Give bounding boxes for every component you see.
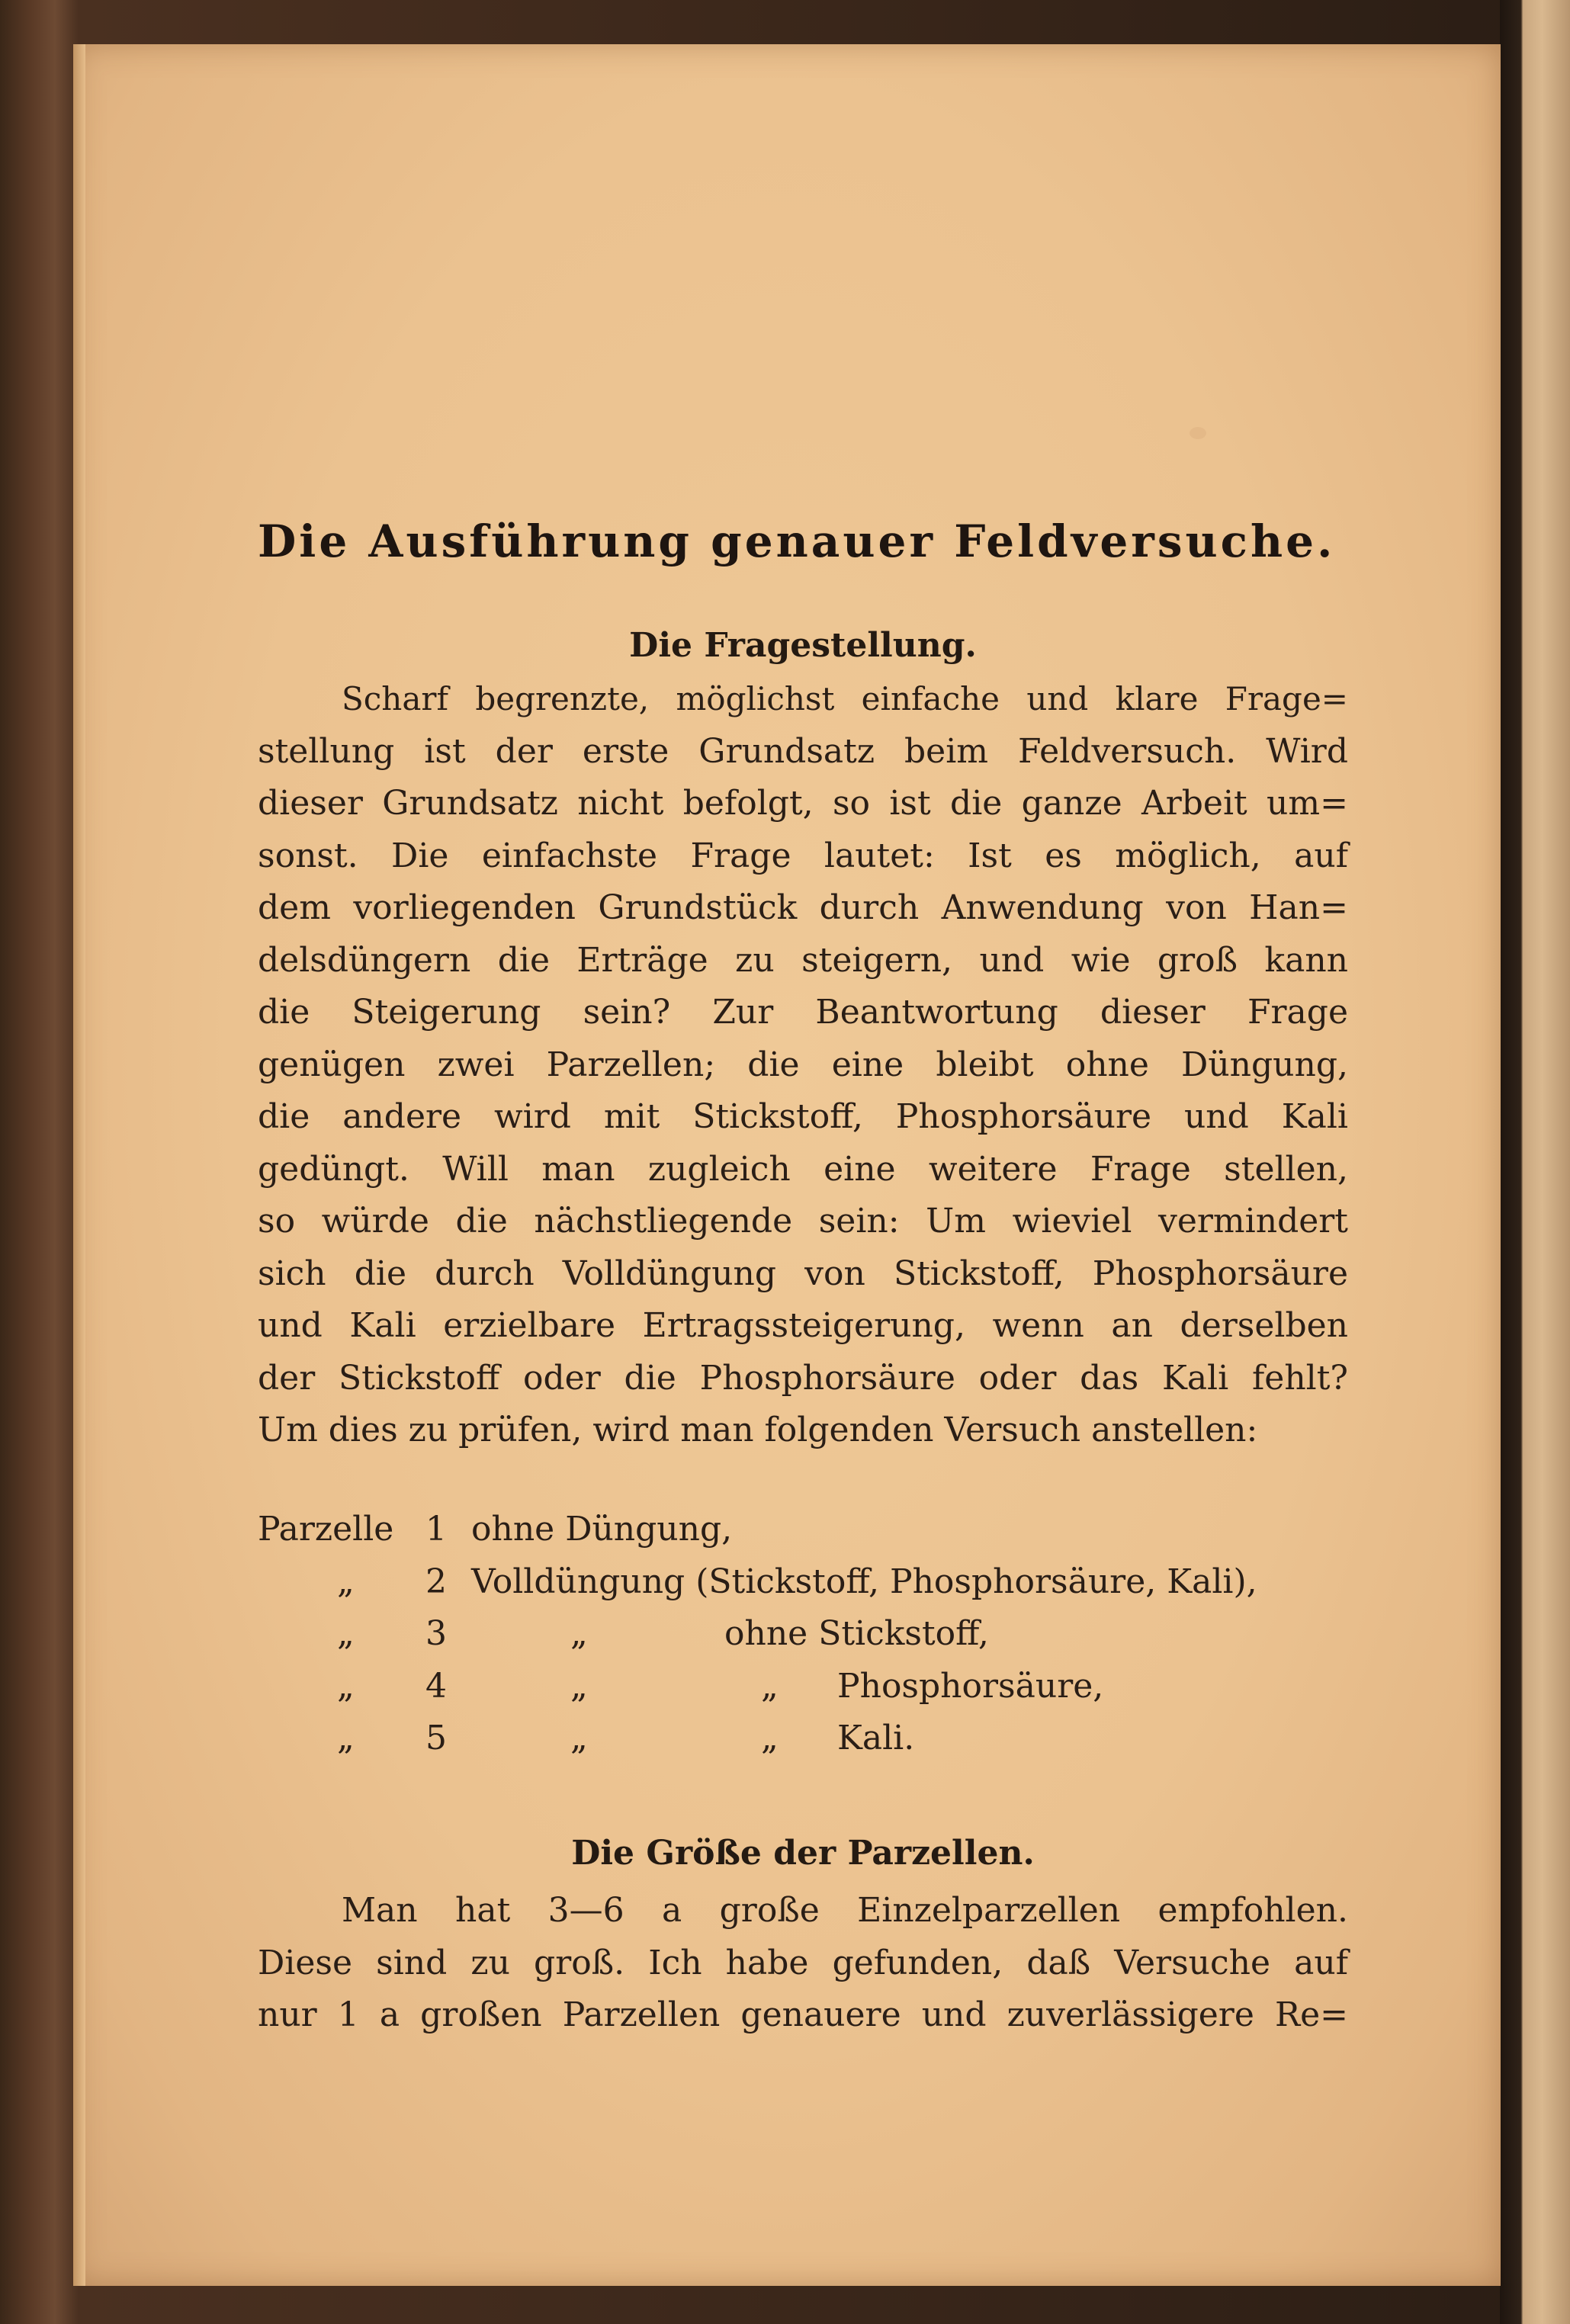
text-line: sonst. Die einfachste Frage lautet: Ist es möglich, auf <box>258 836 1348 875</box>
text-line: nur 1 a großen Parzellen genauere und zuverlässigere Re= <box>258 1995 1348 2034</box>
text-line: gedüngt. Will man zugleich eine weitere Frage stellen, <box>258 1149 1348 1189</box>
list-number: 3 <box>425 1614 447 1653</box>
text-line: dieser Grundsatz nicht befolgt, so ist die ganze Arbeit um= <box>258 784 1348 823</box>
list-item <box>258 1556 1348 1609</box>
list-label: Parzelle <box>258 1510 394 1549</box>
list-label: „ <box>337 1719 355 1757</box>
list-label: „ <box>337 1614 355 1653</box>
list-ditto: „ <box>761 1719 779 1757</box>
text-line: Man hat 3—6 a große Einzelparzellen empfohlen. <box>342 1891 1348 1930</box>
list-label: „ <box>337 1666 355 1706</box>
list-text: ohne Düngung, <box>471 1510 733 1549</box>
list-text: Kali. <box>837 1719 915 1757</box>
section-heading-parzellen: Die Größe der Parzellen. <box>571 1834 1035 1873</box>
page-title: Die Ausführung genauer Feldversuche. <box>258 515 1336 567</box>
list-item <box>258 1504 1348 1556</box>
text-line: die andere wird mit Stickstoff, Phosphorsäure und Kali <box>258 1097 1348 1136</box>
text-line: Um dies zu prüfen, wird man folgenden Versuch anstellen: <box>258 1411 1258 1449</box>
list-text: Phosphorsäure, <box>837 1666 1104 1706</box>
list-number: 1 <box>425 1510 447 1549</box>
text-line: die Steigerung sein? Zur Beantwortung dieser Frage <box>258 993 1348 1032</box>
list-ditto: „ <box>570 1719 588 1757</box>
list-number: 5 <box>425 1719 447 1757</box>
text-line: sich die durch Volldüngung von Stickstoff, Phosphorsäure <box>258 1253 1348 1293</box>
list-ditto: „ <box>761 1666 779 1706</box>
text-line: und Kali erzielbare Ertragssteigerung, wenn an derselben <box>258 1306 1348 1345</box>
text-line: Diese sind zu groß. Ich habe gefunden, daß Versuche auf <box>258 1943 1348 1982</box>
plot-list <box>258 1504 1348 1765</box>
section-heading-fragestellung: Die Fragestellung. <box>629 626 977 665</box>
list-item <box>258 1713 1348 1765</box>
text-line: der Stickstoff oder die Phosphorsäure oder das Kali fehlt? <box>258 1358 1348 1398</box>
text-line: so würde die nächstliegende sein: Um wieviel vermindert <box>258 1202 1348 1241</box>
facing-page-edge <box>1500 0 1570 2324</box>
list-number: 4 <box>425 1666 447 1706</box>
page-gutter <box>73 44 85 2286</box>
text-line: stellung ist der erste Grundsatz beim Feldversuch. Wird <box>258 731 1348 771</box>
paper-spot <box>1190 427 1206 439</box>
list-ditto: „ <box>570 1614 588 1653</box>
paragraph-fragestellung <box>258 673 1348 1457</box>
text-line: Scharf begrenzte, möglichst einfache und klare Frage= <box>342 680 1348 717</box>
list-number: 2 <box>425 1562 447 1601</box>
paragraph-parzellen <box>258 1885 1348 2042</box>
text-line: dem vorliegenden Grundstück durch Anwendung von Han= <box>258 888 1348 927</box>
list-label: „ <box>337 1562 355 1601</box>
list-item <box>258 1661 1348 1713</box>
list-text: Volldüngung (Stickstoff, Phosphorsäure, Kali), <box>471 1562 1257 1601</box>
list-item <box>258 1608 1348 1661</box>
text-line: delsdüngern die Erträge zu steigern, und wie groß kann <box>258 940 1348 980</box>
list-text: ohne Stickstoff, <box>724 1614 989 1653</box>
text-line: genügen zwei Parzellen; die eine bleibt ohne Düngung, <box>258 1045 1348 1084</box>
list-ditto: „ <box>570 1666 588 1706</box>
